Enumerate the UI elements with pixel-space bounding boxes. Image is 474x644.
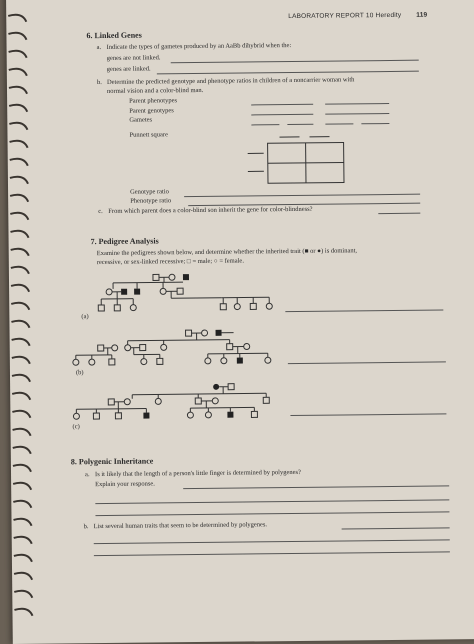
pedigree-b [67, 325, 287, 371]
item-6a-linked: genes are linked. [107, 65, 151, 72]
section-8-title: 8. Polygenic Inheritance [71, 456, 154, 466]
pedigree-c-label: (c) [72, 423, 79, 430]
section-7-legend: recessive, or sex-linked recessive; □ = male; ○ = female. [97, 258, 244, 267]
answer-8b-line-3[interactable] [94, 551, 450, 556]
answer-genotype-2[interactable] [325, 113, 389, 115]
section-7-instructions: Examine the pedigrees shown below, and determine whether the inherited trait (■ or ●) is dominant, [97, 247, 357, 257]
item-6c-text: From which parent does a color-blind son inherit the gene for color-blindness? [108, 206, 312, 215]
answer-pedigree-c[interactable] [290, 413, 446, 416]
punnett-square-grid[interactable] [243, 130, 354, 187]
pedigree-b-label: (b) [76, 369, 84, 376]
answer-8b-line-1[interactable] [342, 527, 450, 529]
answer-gamete-3[interactable] [325, 123, 353, 124]
running-title: LABORATORY REPORT 10 Heredity [288, 12, 401, 20]
answer-line-not-linked[interactable] [171, 60, 419, 64]
answer-6c[interactable] [378, 213, 420, 214]
item-6a-not-linked: genes are not linked. [107, 54, 161, 62]
section-7-title: 7. Pedigree Analysis [91, 236, 159, 246]
item-8b-text: List several human traits that seem to be determined by polygenes. [94, 521, 268, 530]
answer-8b-line-2[interactable] [94, 539, 450, 544]
item-6b-text: Determine the predicted genotype and phenotype ratios in children of a noncarrier woman with [107, 76, 355, 86]
pedigree-a-label: (a) [81, 313, 88, 320]
punnett-square-label: Punnett square [129, 131, 168, 138]
item-6b-label: b. [97, 79, 102, 86]
genotype-ratio-label: Genotype ratio [130, 188, 169, 195]
parent-phenotypes-label: Parent phenotypes [129, 97, 177, 105]
section-6-title: 6. Linked Genes [86, 31, 141, 41]
answer-line-linked[interactable] [157, 71, 419, 75]
answer-pedigree-b[interactable] [288, 361, 446, 364]
answer-genotype-1[interactable] [251, 114, 313, 116]
answer-gamete-2[interactable] [287, 124, 313, 125]
item-8a-label: a. [85, 471, 90, 478]
spiral-binding [6, 0, 39, 626]
pedigree-c [66, 379, 286, 425]
item-8a-text: Is it likely that the length of a person's little finger is determined by polygenes? [95, 469, 301, 478]
answer-phenotype-2[interactable] [325, 103, 389, 105]
answer-phenotype-1[interactable] [251, 104, 313, 106]
item-6a-text: Indicate the types of gametes produced by an AaBb dihybrid when the: [107, 42, 292, 51]
answer-pedigree-a[interactable] [285, 309, 443, 312]
answer-8a-line-1[interactable] [183, 485, 449, 489]
answer-8a-line-3[interactable] [95, 511, 449, 516]
item-8a-explain: Explain your response. [95, 480, 155, 488]
item-8b-label: b. [84, 523, 89, 530]
item-6c-label: c. [98, 208, 103, 215]
gametes-label: Gametes [129, 116, 152, 123]
item-6a-label: a. [97, 44, 102, 51]
workbook-page [6, 0, 474, 644]
answer-gamete-1[interactable] [251, 124, 279, 125]
phenotype-ratio-label: Phenotype ratio [130, 197, 171, 204]
pedigree-a [93, 269, 284, 323]
answer-8a-line-2[interactable] [95, 499, 449, 504]
page-number: 119 [416, 12, 427, 19]
answer-gamete-4[interactable] [361, 123, 389, 124]
parent-genotypes-label: Parent genotypes [129, 107, 174, 114]
answer-genotype-ratio[interactable] [184, 194, 420, 197]
item-6b-text-cont: normal vision and a color-blind man. [107, 87, 203, 95]
